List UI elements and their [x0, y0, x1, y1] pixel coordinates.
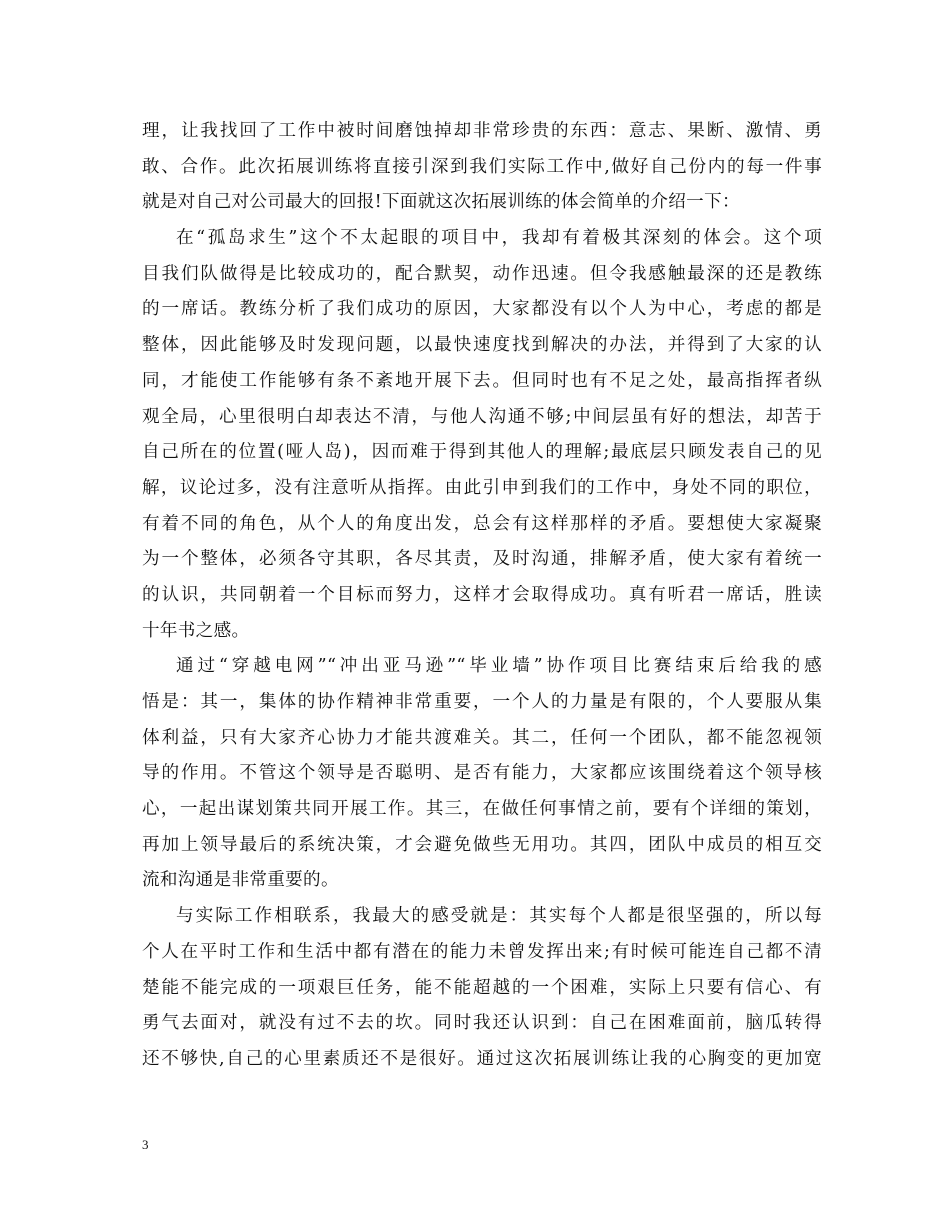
text-line: 个人在平时工作和生活中都有潜在的能力未曾发挥出来;有时候可能连自己都不清	[142, 941, 822, 962]
text-line: 楚能不能完成的一项艰巨任务，能不能超越的一个困难，实际上只要有信心、有	[142, 977, 822, 998]
text-line: 观全局，心里很明白却表达不清，与他人沟通不够;中间层虽有好的想法，却苦于	[142, 406, 822, 427]
paragraph	[142, 221, 822, 649]
text-line: 体利益，只有大家齐心协力才能共渡难关。其二，任何一个团队，都不能忽视领	[142, 727, 822, 748]
text-line: 十年书之感。	[142, 620, 250, 641]
text-line: 悟是：其一，集体的协作精神非常重要，一个人的力量是有限的，个人要服从集	[142, 692, 822, 712]
text-line: 的一席话。教练分析了我们成功的原因，大家都没有以个人为中心，考虑的都是	[142, 299, 822, 320]
paragraph	[142, 899, 822, 1077]
text-line: 为一个整体，必须各守其职，各尽其责，及时沟通，排解矛盾，使大家有着统一	[142, 549, 822, 570]
text-line: 在“孤岛求生”这个不太起眼的项目中，我却有着极其深刻的体会。这个项	[176, 228, 822, 249]
text-line: 理，让我找回了工作中被时间磨蚀掉却非常珍贵的东西：意志、果断、激情、勇	[142, 121, 822, 141]
text-line: 同，才能使工作能够有条不紊地开展下去。但同时也有不足之处，最高指挥者纵	[142, 370, 822, 391]
text-line: 勇气去面对，就没有过不去的坎。同时我还认识到：自己在困难面前，脑瓜转得	[142, 1013, 822, 1034]
text-line: 敢、合作。此次拓展训练将直接引深到我们实际工作中,做好自己份内的每一件事	[142, 156, 822, 177]
text-line: 目我们队做得是比较成功的，配合默契，动作迅速。但令我感触最深的还是教练	[142, 263, 822, 284]
text-line: 整体，因此能够及时发现问题，以最快速度找到解决的办法，并得到了大家的认	[142, 335, 822, 356]
text-line: 的认识，共同朝着一个目标而努力，这样才会取得成功。真有听君一席话，胜读	[142, 584, 822, 605]
text-line: 就是对自己对公司最大的回报!下面就这次拓展训练的体会简单的介绍一下：	[142, 192, 740, 213]
document-body	[142, 114, 822, 1078]
paragraph	[142, 649, 822, 899]
text-line: 自己所在的位置(哑人岛)，因而难于得到其他人的理解;最底层只顾发表自己的见	[142, 442, 822, 463]
text-line: 解，议论过多，没有注意听从指挥。由此引申到我们的工作中，身处不同的职位，	[142, 477, 822, 498]
paragraph	[142, 114, 822, 221]
text-line: 再加上领导最后的系统决策，才会避免做些无用功。其四，团队中成员的相互交	[142, 834, 822, 855]
text-line: 导的作用。不管这个领导是否聪明、是否有能力，大家都应该围绕着这个领导核	[142, 763, 822, 784]
text-line: 心，一起出谋划策共同开展工作。其三，在做任何事情之前，要有个详细的策划，	[142, 799, 822, 820]
page-number: 3	[142, 1137, 149, 1152]
text-line: 通过“穿越电网”“冲出亚马逊”“毕业墙”协作项目比赛结束后给我的感	[176, 656, 822, 677]
text-line: 有着不同的角色，从个人的角度出发，总会有这样那样的矛盾。要想使大家凝聚	[142, 513, 822, 534]
text-line: 还不够快,自己的心里素质还不是很好。通过这次拓展训练让我的心胸变的更加宽	[142, 1048, 822, 1069]
text-line: 流和沟通是非常重要的。	[142, 870, 339, 891]
text-line: 与实际工作相联系，我最大的感受就是：其实每个人都是很坚强的，所以每	[176, 906, 822, 927]
